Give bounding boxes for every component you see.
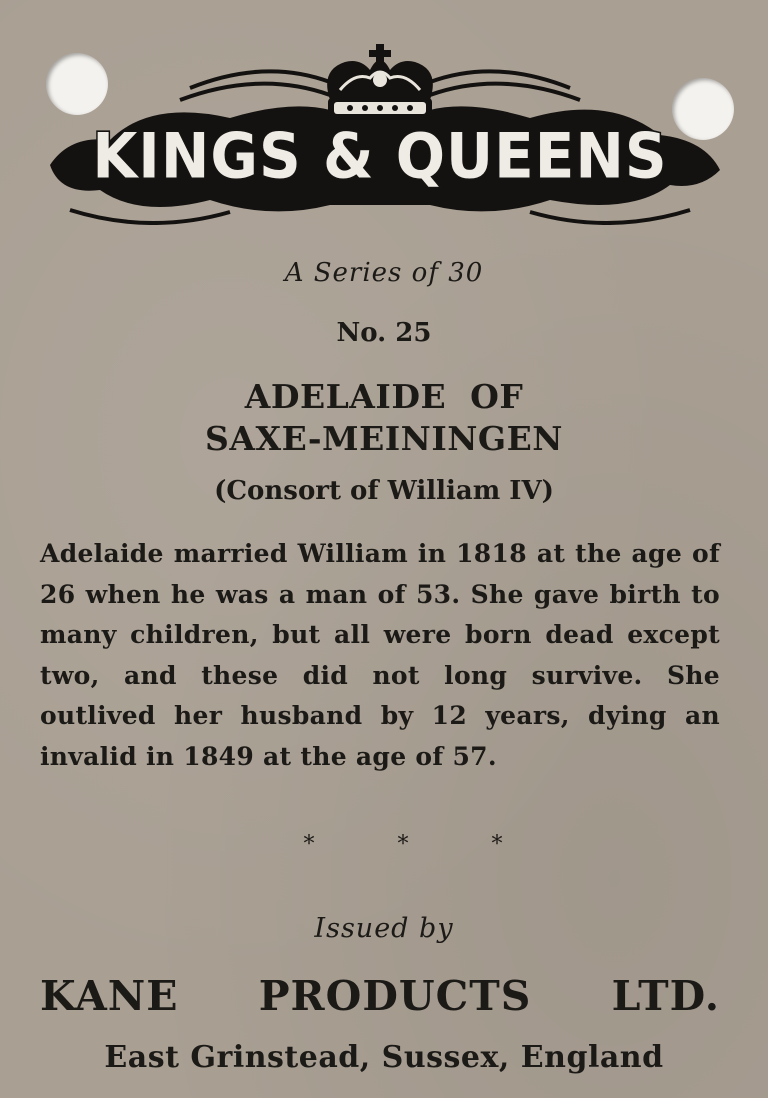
star-divider: * * * xyxy=(303,832,541,857)
subject-name-line1: ADELAIDE OF xyxy=(244,377,524,416)
issued-by-label: Issued by xyxy=(314,913,454,944)
biography-text: Adelaide married William in 1818 at the age of 26 when he was a man of 53. She gave birth to many children, but all were born dead except two, and these did not long survive. She outlived her husband by 12 years, dying an invalid in 1849 at the age of 57. xyxy=(40,539,720,771)
series-label: A Series of 30 xyxy=(284,258,484,288)
company-name-word: LTD. xyxy=(611,972,720,1020)
crown-icon xyxy=(327,44,433,118)
company-name xyxy=(40,972,720,1020)
subject-subtitle: (Consort of William IV) xyxy=(214,476,554,506)
company-address: East Grinstead, Sussex, England xyxy=(104,1040,664,1075)
punch-hole-left xyxy=(46,53,108,115)
subject-name xyxy=(0,376,768,460)
card-number: No. 25 xyxy=(336,318,432,348)
subject-name-line2: SAXE-MEININGEN xyxy=(205,419,563,458)
company-name-word: KANE xyxy=(40,972,179,1020)
punch-hole-right xyxy=(672,78,734,140)
series-logo-title: KINGS & QUEENS xyxy=(92,119,668,193)
title-banner xyxy=(30,40,730,225)
company-name-word: PRODUCTS xyxy=(258,972,532,1020)
